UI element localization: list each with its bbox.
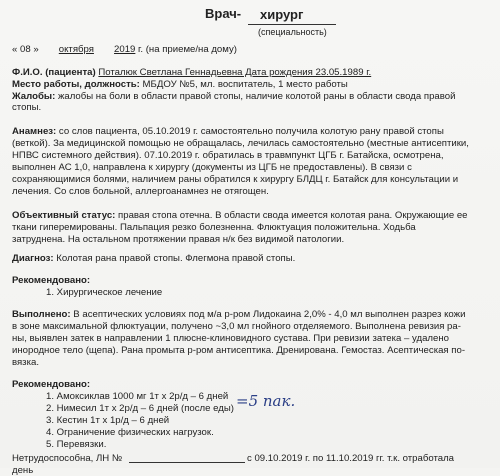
performed-label: Выполнено:	[12, 309, 71, 320]
footer-line-1-right: с 09.10.2019 г. по 11.10.2019 гг. т.к. отработала	[247, 453, 455, 464]
doctor-specialty: хирург	[260, 7, 304, 22]
objective-text-1: правая стопа отечна. В области свода имеется колотая рана. Окружающие ее	[118, 210, 468, 221]
patient-work-value: МБДОУ №5, мл. воспитатель, 1 место работы	[142, 79, 348, 90]
handwritten-note: =5 пак.	[236, 392, 296, 410]
anamnesis-text-1: со слов пациента, 05.10.2019 г. самостоятельно получила колотую рану правой стопы	[58, 126, 444, 137]
anamnesis-line-3: НПВС системного действия). 07.10.2019 г. обратилась в травмпункт ЦГБ г. Батайска, осмотрена,	[12, 150, 444, 161]
recommended-2-item-4: 4. Ограничение физических нагрузок.	[46, 427, 214, 438]
recommended-2-item-3: 3. Кестин 1т х 1р/д – 6 дней	[46, 415, 170, 426]
recommended-2-item-2: 2. Нимесил 1т х 2р/д – 6 дней (после еды)	[46, 403, 234, 414]
doctor-specialty-underline	[248, 24, 336, 25]
patient-complaints-label: Жалобы:	[12, 91, 56, 102]
recommended-1-item-1: 1. Хирургическое лечение	[46, 287, 163, 298]
patient-work-line	[12, 79, 348, 90]
objective-line-2: ткани гиперемированы. Пальпация резко болезненна. Флюктуация положительна. Ходьба	[12, 222, 416, 233]
performed-text-1: В асептических условиях под м/а р-ром Лидокаина 2,0% - 4,0 мл выполнен разрез кожи	[73, 309, 466, 320]
specialty-caption: (специальность)	[258, 27, 327, 37]
patient-fio-label: Ф.И.О. (пациента)	[12, 67, 96, 78]
anamnesis-line-6: лечения. Со слов больной, аллергоанамнез не отягощен.	[12, 186, 269, 197]
objective-line-3: затруднена. На остальном протяжении правая н/к без видимой патологии.	[12, 234, 345, 245]
visit-place: (на приеме/на дому)	[145, 44, 237, 55]
anamnesis-line-5: сохраняющимися болями, наличием раны обратился к хирургу БЛДЦ г. Батайск для консультации и	[12, 174, 459, 185]
patient-fio-value: Поталюк Светлана Геннадьевна Дата рождения 23.05.1989 г.	[98, 67, 372, 78]
doctor-label: Врач-	[205, 6, 242, 21]
anamnesis-line-1	[12, 126, 444, 137]
patient-complaints-value: жалобы на боли в области правой стопы, наличие колотой раны в области свода правой	[57, 91, 456, 102]
patient-complaints-line	[12, 91, 455, 102]
performed-line-2: в зоне максимальной флюктуации, получено ~3,0 мл гнойного отделяемого. Выполнена ревизия ра-	[12, 321, 461, 332]
performed-line-1	[12, 309, 465, 320]
performed-line-5: вязка.	[12, 357, 39, 368]
diagnosis-line	[12, 253, 295, 264]
diagnosis-label: Диагноз:	[12, 253, 54, 264]
recommended-1-label: Рекомендовано:	[12, 275, 91, 286]
footer-line-1-left: Нетрудоспособна, ЛН №	[12, 453, 123, 464]
diagnosis-value: Колотая рана правой стопы. Флегмона правой стопы.	[56, 253, 296, 264]
objective-label: Объективный статус:	[12, 210, 116, 221]
recommended-2-label: Рекомендовано:	[12, 379, 91, 390]
recommended-2-item-1: 1. Амоксиклав 1000 мг 1т х 2р/д – 6 дней	[46, 391, 229, 402]
anamnesis-line-2: (веткой). За медицинской помощью не обращалась, лечилась самостоятельно (местные антисептики,	[12, 138, 469, 149]
performed-line-4: инородное тело (щепа). Рана промыта р-ром антисептика. Дренирована. Гемостаз. Асептическая по-	[12, 345, 466, 356]
visit-date-line	[12, 44, 237, 55]
performed-line-3: ны, выявлен затек в направлении 1 плюсне-клиновидного сустава. При ревизии затека – удалено	[12, 333, 449, 344]
recommended-2-item-5: 5. Перевязки.	[46, 439, 107, 450]
anamnesis-line-4: выполнен АС 1,0, направлена к хирургу (документы из ЦГБ не предоставлены). В связи с	[12, 162, 412, 173]
footer-line-2: день	[12, 465, 34, 476]
anamnesis-label: Анамнез:	[12, 126, 57, 137]
visit-year-suffix: г.	[138, 44, 144, 55]
visit-day: « 08 »	[12, 44, 39, 55]
patient-fio-line	[12, 67, 371, 78]
visit-year: 2019	[114, 44, 136, 55]
objective-line-1	[12, 210, 468, 221]
footer-ln-blank	[129, 462, 245, 463]
patient-complaints-line-2: стопы.	[12, 102, 42, 113]
visit-month: октября	[58, 44, 94, 55]
patient-work-label: Место работы, должность:	[12, 79, 140, 90]
